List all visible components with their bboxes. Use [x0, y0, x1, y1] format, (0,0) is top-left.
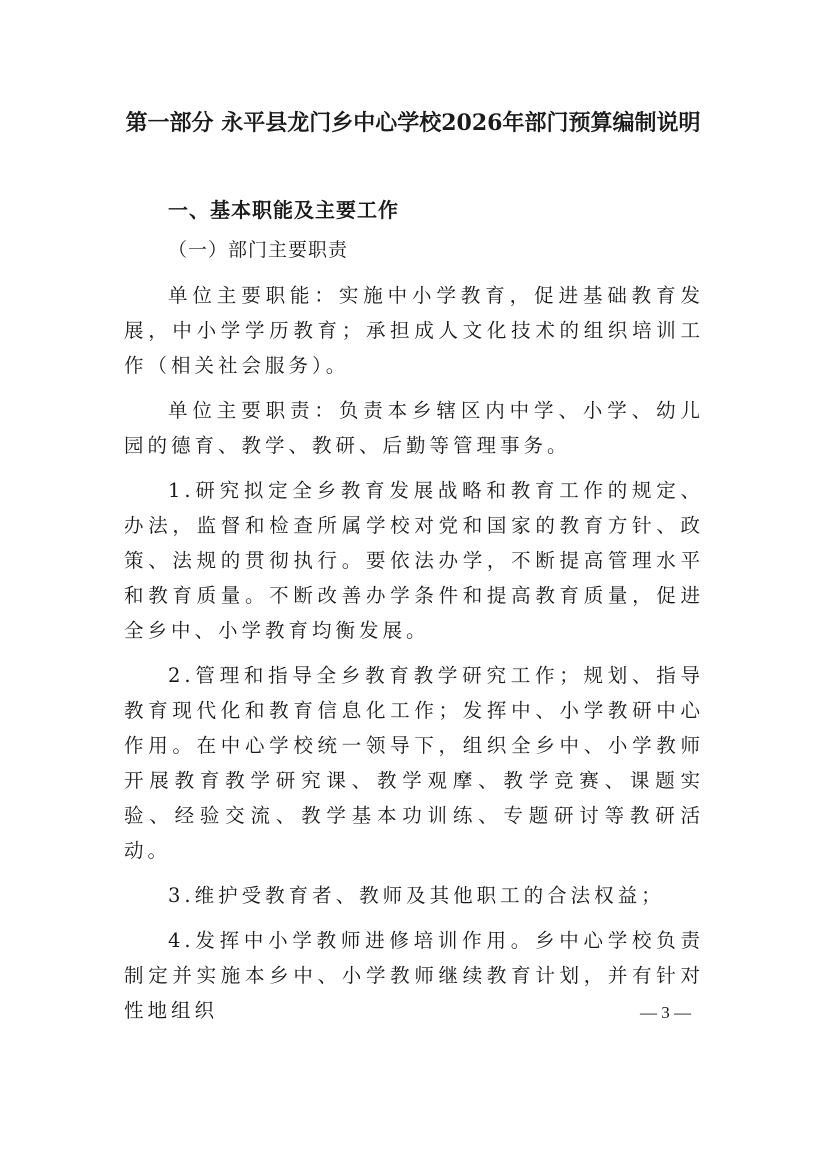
paragraph-item-1: 1.研究拟定全乡教育发展战略和教育工作的规定、办法，监督和检查所属学校对党和国家的教育方针、政策、法规的贯彻执行。要依法办学，不断提高管理水平和教育质量。不断改善办学条件和提高教育质量，促进全乡中、小学教育均衡发展。 — [124, 479, 704, 642]
page-number: — 3 — — [640, 1003, 691, 1022]
paragraph-duties: 单位主要职责：负责本乡辖区内中学、小学、幼儿园的德育、教学、教研、后勤等管理事务。 — [124, 399, 704, 457]
paragraph-item-2: 2.管理和指导全乡教育教学研究工作；规划、指导教育现代化和教育信息化工作；发挥中、小学教研中心作用。在中心学校统一领导下，组织全乡中、小学教师开展教育教学研究课、教学观摩、教学竞赛、课题实验、经验交流、教学基本功训练、专题研讨等教研活动。 — [124, 664, 704, 862]
paragraph-item-3: 3.维护受教育者、教师及其他职工的合法权益； — [168, 884, 665, 907]
paragraph-item-4: 4.发挥中小学教师进修培训作用。乡中心学校负责制定并实施本乡中、小学教师继续教育计划，并有针对性地组织 — [124, 929, 704, 1022]
document-title: 第一部分 永平县龙门乡中心学校2026年部门预算编制说明 — [125, 110, 701, 136]
paragraph-functions: 单位主要职能：实施中小学教育，促进基础教育发展，中小学学历教育；承担成人文化技术的组织培训工作（相关社会服务）。 — [124, 284, 704, 377]
section-heading: 一、基本职能及主要工作 — [168, 198, 399, 222]
sub-heading: （一）部门主要职责 — [168, 239, 349, 261]
document-body — [124, 192, 704, 1028]
